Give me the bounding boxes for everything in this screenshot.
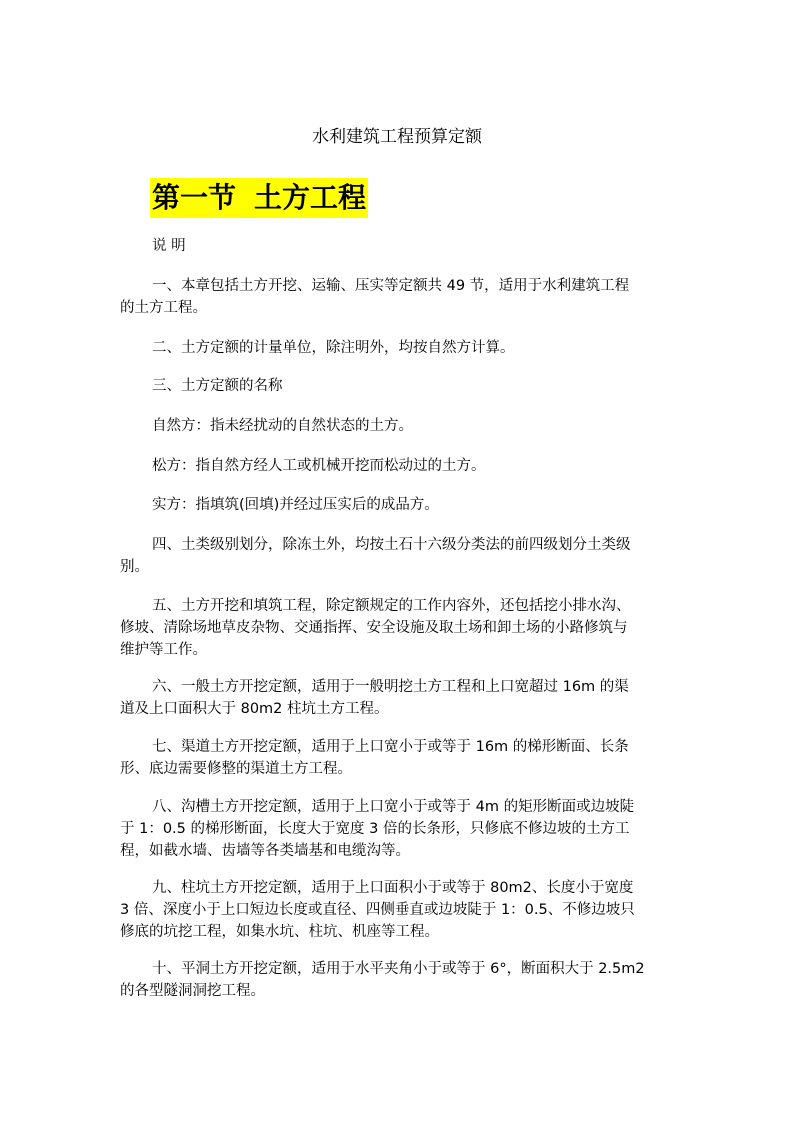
paragraph-5: [120, 455, 680, 477]
paragraph-line: 九、柱坑土方开挖定额，适用于上口面积小于或等于 80m2、长度小于宽度: [152, 880, 634, 896]
paragraph-7: [120, 534, 680, 578]
paragraph-line: 别。: [120, 559, 149, 575]
paragraph-line: 二、土方定额的计量单位，除注明外，均按自然方计算。: [152, 340, 515, 356]
paragraph-1: [120, 275, 680, 319]
section-heading: [150, 178, 368, 218]
paragraph-line: 的土方工程。: [120, 300, 207, 316]
paragraph-10: [120, 736, 680, 780]
paragraph-line: 实方：指填筑(回填)并经过压实后的成品方。: [152, 497, 439, 513]
paragraph-3: [120, 375, 680, 397]
paragraph-line: 六、一般土方开挖定额，适用于一般明挖土方工程和上口宽超过 16m 的渠: [152, 679, 629, 695]
paragraph-8: [120, 595, 680, 661]
paragraph-12: [120, 877, 680, 943]
explanation-heading-text: 说 明: [152, 238, 186, 254]
paragraph-line: 四、土类级别划分，除冻土外，均按土石十六级分类法的前四级划分土类级: [152, 537, 631, 553]
paragraph-line: 三、土方定额的名称: [152, 378, 283, 394]
paragraph-11: [120, 796, 680, 862]
paragraph-line: 维护等工作。: [120, 642, 207, 658]
paragraph-line: 形、底边需要修整的渠道土方工程。: [120, 761, 352, 777]
paragraph-line: 八、沟槽土方开挖定额，适用于上口宽小于或等于 4m 的矩形断面或边坡陡: [152, 799, 635, 815]
paragraph-line: 自然方：指未经扰动的自然状态的土方。: [152, 418, 413, 434]
paragraph-9: [120, 676, 680, 720]
paragraph-line: 程，如截水墙、齿墙等各类墙基和电缆沟等。: [120, 843, 410, 859]
paragraph-line: 松方：指自然方经人工或机械开挖而松动过的土方。: [152, 458, 486, 474]
paragraph-line: 修底的坑挖工程，如集水坑、柱坑、机座等工程。: [120, 924, 439, 940]
paragraph-2: [120, 337, 680, 359]
paragraph-line: 于 1：0.5 的梯形断面，长度大于宽度 3 倍的长条形，只修底不修边坡的土方工: [120, 821, 630, 837]
paragraph-line: 的各型隧洞洞挖工程。: [120, 983, 265, 999]
paragraph-6: [120, 494, 680, 516]
paragraph-line: 修坡、清除场地草皮杂物、交通指挥、安全设施及取土场和卸土场的小路修筑与: [120, 620, 628, 636]
document-title: 水利建筑工程预算定额: [312, 127, 482, 147]
paragraph-line: 七、渠道土方开挖定额，适用于上口宽小于或等于 16m 的梯形断面、长条: [152, 739, 629, 755]
explanation-heading: [120, 235, 680, 257]
paragraph-4: [120, 415, 680, 437]
section-number: 第一节: [152, 181, 237, 214]
paragraph-line: 道及上口面积大于 80m2 柱坑土方工程。: [120, 701, 389, 717]
paragraph-line: 十、平洞土方开挖定额，适用于水平夹角小于或等于 6°，断面积大于 2.5m2: [152, 961, 645, 977]
paragraph-line: 3 倍、深度小于上口短边长度或直径、四侧垂直或边坡陡于 1：0.5、不修边坡只: [120, 902, 635, 918]
paragraph-13: [120, 958, 680, 1002]
paragraph-line: 一、本章包括土方开挖、运输、压实等定额共 49 节，适用于水利建筑工程: [152, 278, 630, 294]
section-name: 土方工程: [254, 181, 367, 214]
paragraph-line: 五、土方开挖和填筑工程，除定额规定的工作内容外，还包括挖小排水沟、: [152, 598, 631, 614]
